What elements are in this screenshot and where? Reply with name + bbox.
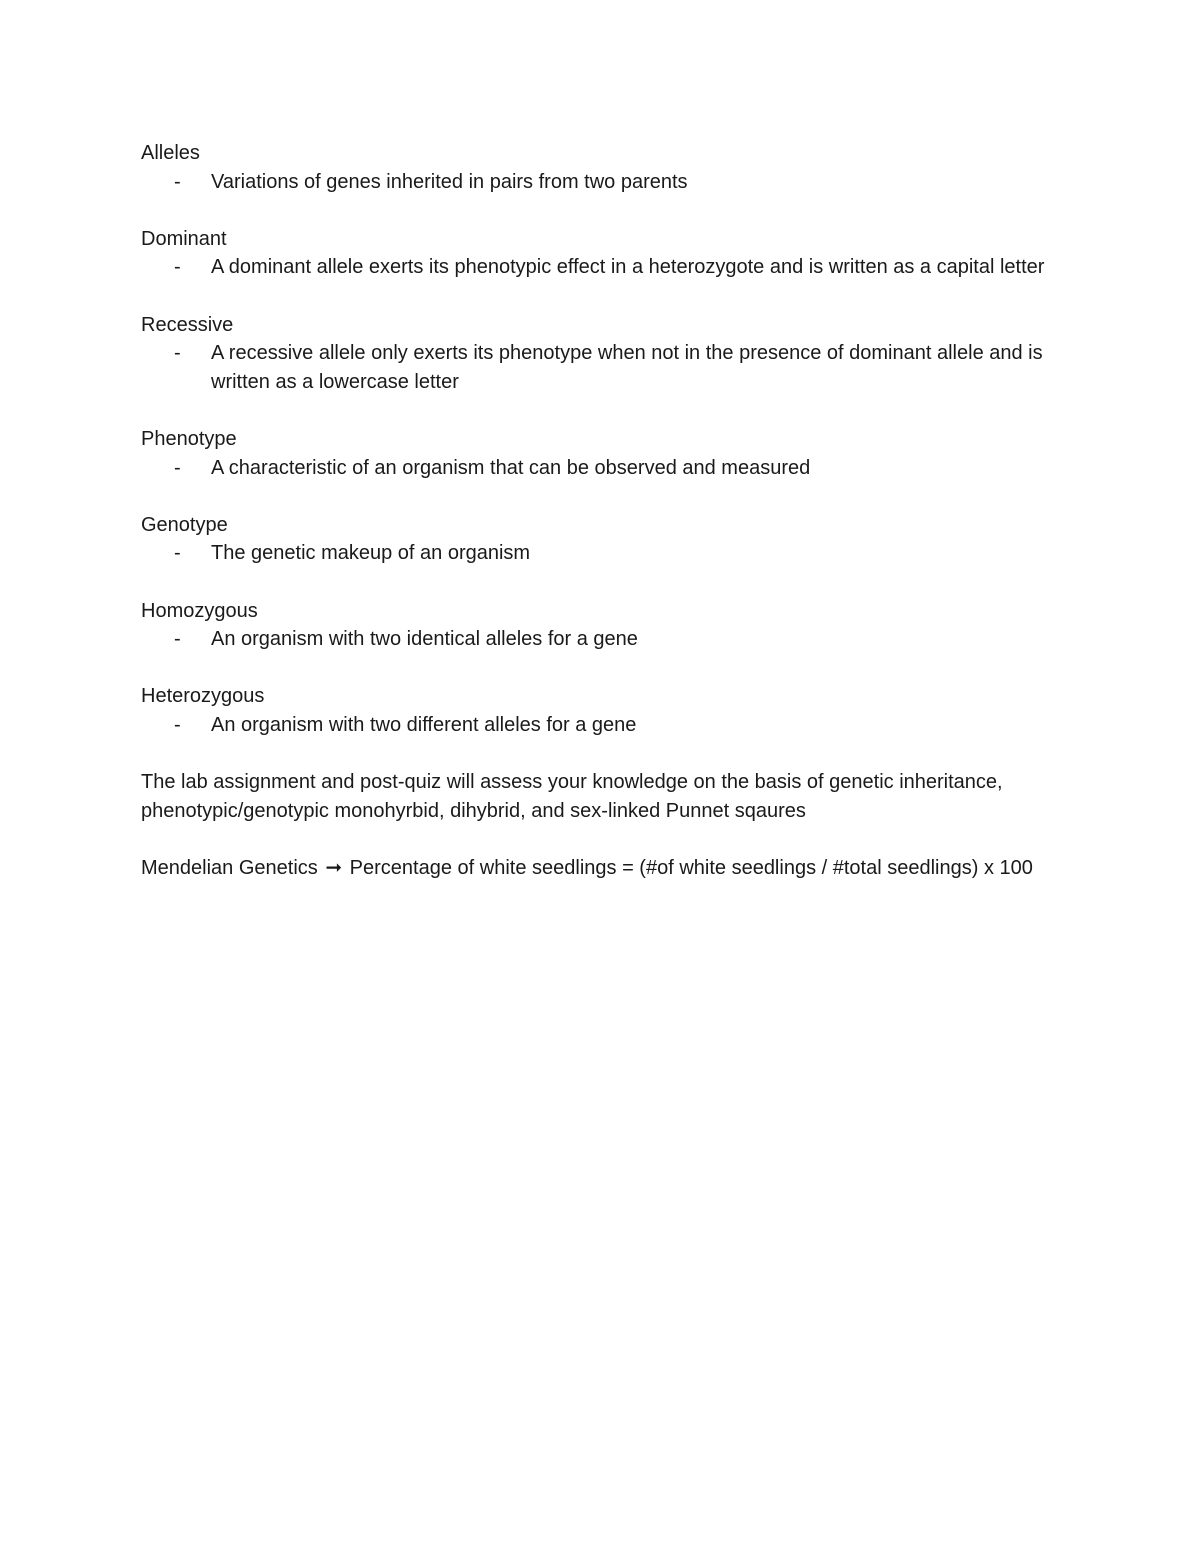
term-heading: Homozygous bbox=[141, 599, 258, 622]
definition-text: An organism with two identical alleles for a gene bbox=[211, 628, 638, 651]
dash-bullet: - bbox=[174, 713, 181, 736]
definition-text: An organism with two different alleles for a gene bbox=[211, 713, 637, 736]
term-heading: Heterozygous bbox=[141, 685, 265, 708]
formula-text: Percentage of white seedlings = (#of white seedlings / #total seedlings) x 100 bbox=[349, 856, 1033, 879]
definition-phenotype bbox=[141, 425, 1071, 482]
term-heading: Genotype bbox=[141, 513, 228, 536]
definition-item bbox=[141, 711, 1071, 740]
term-heading: Dominant bbox=[141, 227, 227, 250]
definition-list bbox=[141, 625, 1071, 654]
definition-item bbox=[141, 168, 1071, 197]
definition-item bbox=[141, 625, 1071, 654]
definition-item bbox=[141, 454, 1071, 483]
term-heading: Phenotype bbox=[141, 427, 237, 450]
formula-label: Mendelian Genetics bbox=[141, 856, 318, 879]
definition-list bbox=[141, 454, 1071, 483]
dash-bullet: - bbox=[174, 170, 181, 193]
definition-genotype bbox=[141, 511, 1071, 568]
definition-alleles bbox=[141, 139, 1071, 196]
right-arrow-icon: ➞ bbox=[325, 856, 343, 879]
definition-list bbox=[141, 539, 1071, 568]
definition-list bbox=[141, 253, 1071, 282]
dash-bullet: - bbox=[174, 342, 181, 365]
definition-recessive bbox=[141, 311, 1071, 397]
dash-bullet: - bbox=[174, 456, 181, 479]
dash-bullet: - bbox=[174, 256, 181, 279]
definition-heterozygous bbox=[141, 682, 1071, 739]
definition-item bbox=[141, 339, 1071, 396]
dash-bullet: - bbox=[174, 542, 181, 565]
term-heading: Alleles bbox=[141, 142, 200, 164]
definition-list bbox=[141, 339, 1071, 396]
definition-dominant bbox=[141, 225, 1071, 282]
definition-text: Variations of genes inherited in pairs from two parents bbox=[211, 170, 688, 193]
assessment-note: The lab assignment and post-quiz will assess your knowledge on the basis of genetic inheritance, phenotypic/genotypic monohyrbid, dihybrid, and sex-linked Punnet sqaures bbox=[141, 771, 1003, 822]
formula-paragraph bbox=[141, 854, 1071, 883]
definition-homozygous bbox=[141, 597, 1071, 654]
term-heading: Recessive bbox=[141, 313, 234, 336]
definition-text: A characteristic of an organism that can be observed and measured bbox=[211, 456, 811, 479]
definition-list bbox=[141, 168, 1071, 197]
definition-text: The genetic makeup of an organism bbox=[211, 542, 531, 565]
definition-text: A recessive allele only exerts its phenotype when not in the presence of dominant allele and is written as a lowercase letter bbox=[211, 342, 1043, 393]
definition-item bbox=[141, 253, 1071, 282]
document-page bbox=[141, 139, 1071, 911]
definition-item bbox=[141, 539, 1071, 568]
definition-list bbox=[141, 711, 1071, 740]
dash-bullet: - bbox=[174, 628, 181, 651]
definition-text: A dominant allele exerts its phenotypic effect in a heterozygote and is written as a capital letter bbox=[211, 256, 1045, 279]
